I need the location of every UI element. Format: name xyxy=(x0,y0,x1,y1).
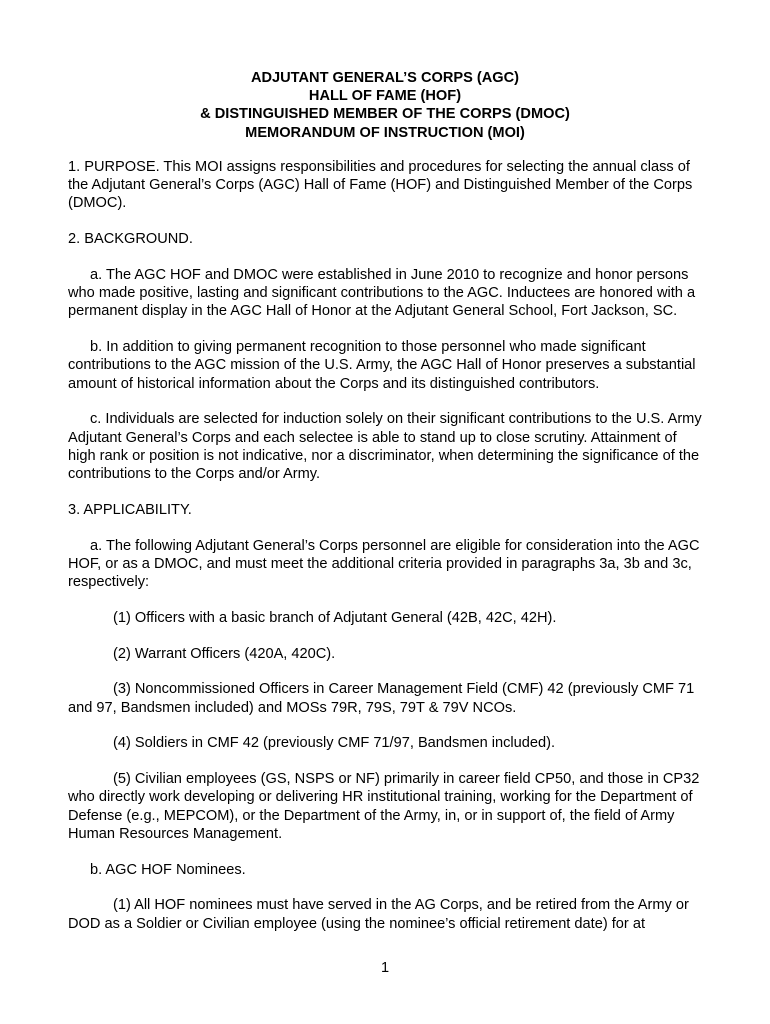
title-line-2: HALL OF FAME (HOF) xyxy=(308,88,462,105)
page-number: 1 xyxy=(380,960,390,976)
applicability-item-4: (4) Soldiers in CMF 42 (previously CMF 71/97, Bandsmen included). xyxy=(113,735,556,752)
applicability-item-1: (1) Officers with a basic branch of Adjutant General (42B, 42C, 42H). xyxy=(113,609,557,626)
background-para-b: b. In addition to giving permanent recognition to those personnel who made significant contributions to the AGC mission of the U.S. Army, the AGC Hall of Honor preserves a substantial amount of historical information about the Corps and its distinguished contributors. xyxy=(68,339,696,392)
document-body xyxy=(68,158,708,950)
applicability-item-3: (3) Noncommissioned Officers in Career Management Field (CMF) 42 (previously CMF 71 and 97, Bandsmen included) and MOSs 79R, 79S, 79T & 79V NCOs. xyxy=(68,681,695,716)
purpose-paragraph: 1. PURPOSE. This MOI assigns responsibilities and procedures for selecting the annual class of the Adjutant General’s Corps (AGC) Hall of Fame (HOF) and Distinguished Member of the Corps (DMOC). xyxy=(68,159,693,212)
document-title xyxy=(0,69,770,142)
applicability-para-a: a. The following Adjutant General’s Corps personnel are eligible for consideration into the AGC HOF, or as a DMOC, and must meet the additional criteria provided in paragraphs 3a, 3b and 3c, respectively: xyxy=(68,537,700,591)
applicability-heading: 3. APPLICABILITY. xyxy=(68,501,192,518)
title-line-3: & DISTINGUISHED MEMBER OF THE CORPS (DMOC) xyxy=(200,106,570,123)
background-para-c: c. Individuals are selected for induction solely on their significant contributions to the U.S. Army Adjutant General’s Corps and each selectee is able to stand up to close scrutiny. Attainment of high rank or position is not indicative, nor a discriminator, when determining the significance of the contributions to the Corps and/or Army. xyxy=(68,411,702,483)
title-line-4: MEMORANDUM OF INSTRUCTION (MOI) xyxy=(245,124,525,141)
applicability-item-5: (5) Civilian employees (GS, NSPS or NF) primarily in career field CP50, and those in CP32 who directly work developing or delivering HR institutional training, working for the Department of Defense (e.g., MEPCOM), or the Department of the Army, in, or in support of, the field of Army Human Resources Management. xyxy=(68,771,700,842)
applicability-item-2: (2) Warrant Officers (420A, 420C). xyxy=(113,645,336,662)
hof-nominees-heading: b. AGC HOF Nominees. xyxy=(90,861,246,878)
hof-nominees-item-1: (1) All HOF nominees must have served in the AG Corps, and be retired from the Army or DOD as a Soldier or Civilian employee (using the nominee’s official retirement date) for at xyxy=(68,897,689,932)
background-para-a: a. The AGC HOF and DMOC were established in June 2010 to recognize and honor persons who made positive, lasting and significant contributions to the AGC. Inductees are honored with a permanent display in the AGC Hall of Honor at the Adjutant General School, Fort Jackson, SC. xyxy=(68,267,696,320)
background-heading: 2. BACKGROUND. xyxy=(68,231,193,248)
title-line-1: ADJUTANT GENERAL’S CORPS (AGC) xyxy=(250,70,520,86)
